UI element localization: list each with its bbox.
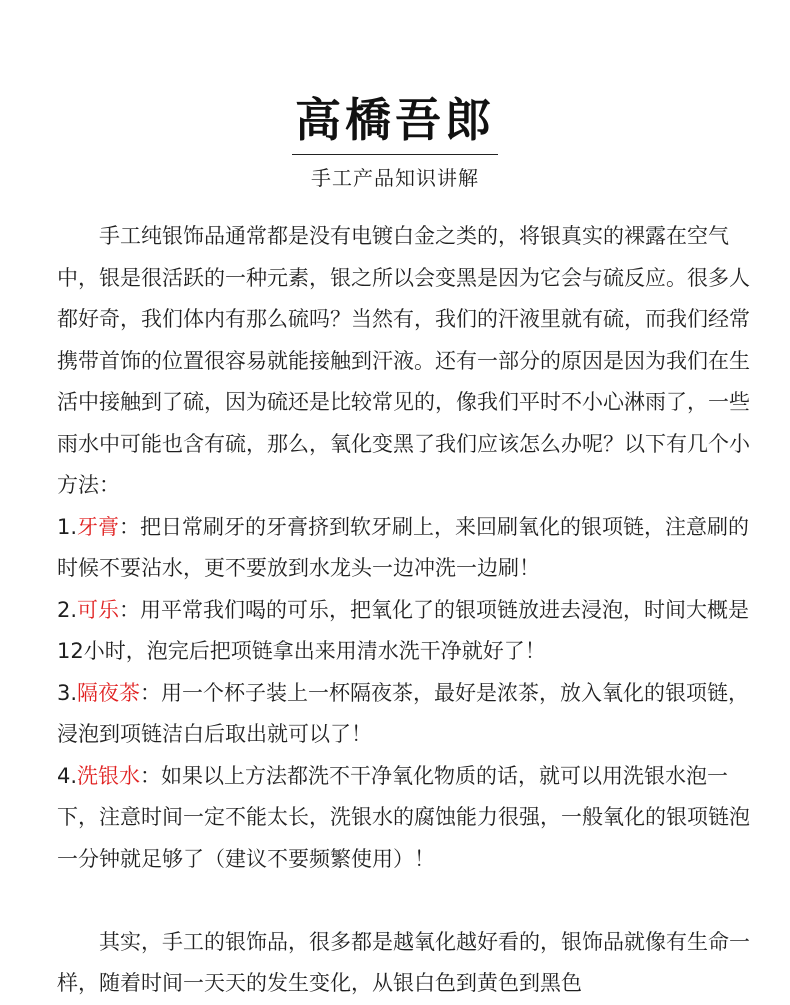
method-item-silver-cleaner [57,756,757,881]
method-number: 1. [57,514,78,539]
page-subtitle: 手工产品知识讲解 [311,166,479,190]
method-item-toothpaste [57,507,757,590]
method-description: ：如果以上方法都洗不干净氧化物质的话，就可以用洗银水泡一下，注意时间一定不能太长，洗银水的腐蚀能力很强，一般氧化的银项链泡一分钟就足够了（建议不要频繁使用）！ [57,763,750,871]
intro-paragraph: 手工纯银饰品通常都是没有电镀白金之类的，将银真实的裸露在空气中，银是很活跃的一种元素，银之所以会变黑是因为它会与硫反应。很多人都好奇，我们体内有那么硫吗？当然有，我们的汗液里就有硫，而我们经常携带首饰的位置很容易就能接触到汗液。还有一部分的原因是因为我们在生活中接触到了硫，因为硫还是比较常见的，像我们平时不小心淋雨了，一些雨水中可能也含有硫，那么，氧化变黑了我们应该怎么办呢？以下有几个小方法： [57,224,750,497]
method-number: 2. [57,597,78,622]
method-item-cola [57,590,757,673]
method-description: ：把日常刷牙的牙膏挤到软牙刷上，来回刷氧化的银项链，注意刷的时候不要沾水，更不要放到水龙头一边冲洗一边刷！ [57,514,750,580]
brand-title: 高橋吾郎 [295,93,495,147]
method-name-highlight: 牙膏 [77,514,120,539]
method-name-highlight: 隔夜茶 [77,680,141,705]
method-description: ：用一个杯子装上一杯隔夜茶，最好是浓茶，放入氧化的银项链，浸泡到项链洁白后取出就可以了！ [57,680,750,746]
page-header [0,92,790,193]
method-name-highlight: 洗银水 [77,763,141,788]
paragraph-spacer [57,880,757,922]
method-number: 4. [57,763,78,788]
closing-paragraph: 其实，手工的银饰品，很多都是越氧化越好看的，银饰品就像有生命一样，随着时间一天天的发生变化，从银白色到黄色到黑色 [57,929,750,995]
article-body [57,216,757,1005]
method-number: 3. [57,680,78,705]
title-divider [292,154,498,155]
method-description: ：用平常我们喝的可乐，把氧化了的银项链放进去浸泡，时间大概是12小时，泡完后把项链拿出来用清水洗干净就好了！ [57,597,750,663]
method-name-highlight: 可乐 [77,597,120,622]
method-item-overnight-tea [57,673,757,756]
